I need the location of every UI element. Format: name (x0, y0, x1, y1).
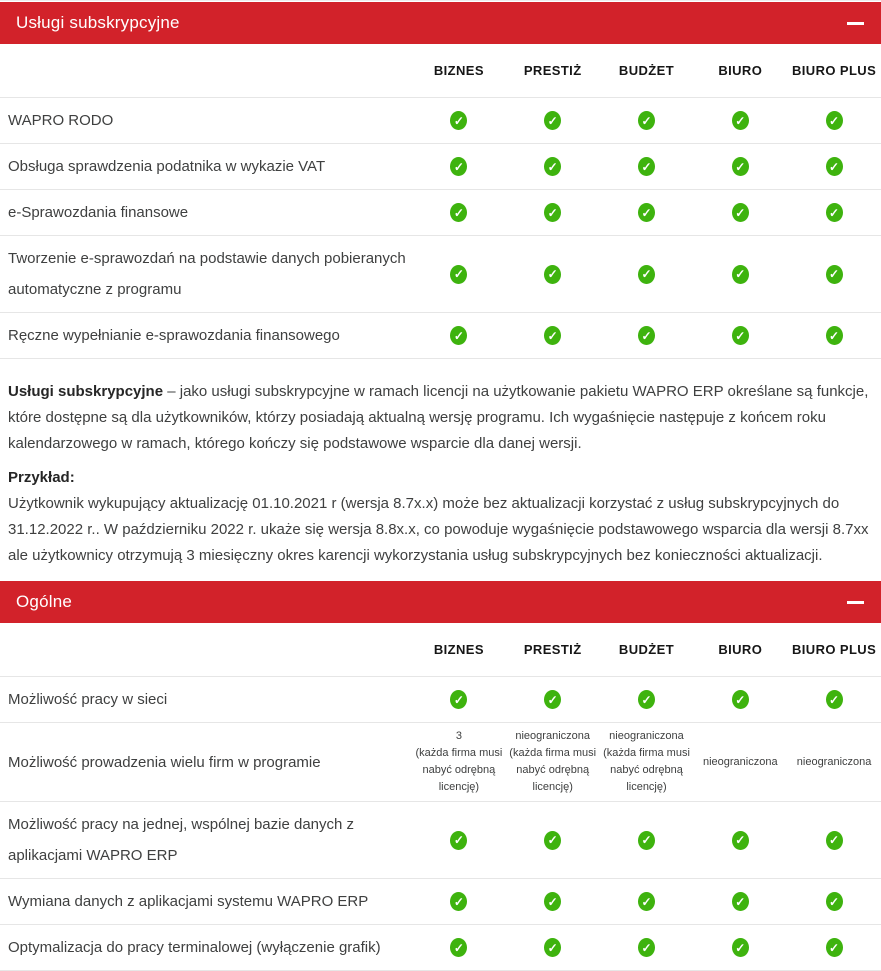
check-icon: ✓ (732, 111, 749, 130)
feature-values (412, 879, 881, 924)
value-cell (787, 190, 881, 235)
feature-label: Możliwość pracy na jednej, wspólnej bazie danych z aplikacjami WAPRO ERP (8, 816, 355, 864)
value-cell (693, 925, 787, 970)
value-cell (412, 190, 506, 235)
check-icon: ✓ (450, 326, 467, 345)
check-icon: ✓ (544, 831, 561, 850)
header-spacer (0, 643, 412, 657)
value-cell (506, 802, 600, 878)
cell-value-note: (każda firma musi nabyć odrębną licencję) (603, 747, 690, 793)
column-header-biuro: BIURO (718, 63, 763, 78)
subscription-services-section (0, 2, 881, 359)
feature-row (0, 879, 881, 925)
cell-value: nieograniczona (609, 730, 684, 742)
check-icon: ✓ (450, 157, 467, 176)
check-icon: ✓ (544, 203, 561, 222)
cell-value: nieograniczona (702, 755, 778, 768)
value-cell (412, 879, 506, 924)
value-cell (787, 925, 881, 970)
feature-label: WAPRO RODO (8, 112, 114, 129)
feature-row (0, 313, 881, 359)
check-icon: ✓ (826, 265, 843, 284)
value-cell (600, 190, 694, 235)
subscription-description (0, 359, 881, 581)
value-cell (506, 677, 600, 722)
value-cell (787, 802, 881, 878)
value-cell (506, 236, 600, 312)
value-cell (412, 723, 506, 801)
check-icon: ✓ (450, 892, 467, 911)
column-header-budzet: BUDŻET (618, 642, 675, 657)
value-cell (693, 236, 787, 312)
check-icon: ✓ (732, 938, 749, 957)
check-icon: ✓ (638, 892, 655, 911)
check-icon: ✓ (638, 203, 655, 222)
check-icon: ✓ (638, 938, 655, 957)
check-icon: ✓ (732, 203, 749, 222)
feature-values (412, 802, 881, 878)
value-cell (600, 723, 694, 801)
check-icon: ✓ (732, 326, 749, 345)
value-cell (600, 313, 694, 358)
value-cell (412, 313, 506, 358)
value-cell (600, 879, 694, 924)
value-cell (600, 98, 694, 143)
feature-row (0, 236, 881, 313)
value-cell (787, 677, 881, 722)
feature-label: Możliwość prowadzenia wielu firm w programie (8, 753, 321, 771)
check-icon: ✓ (638, 111, 655, 130)
check-icon: ✓ (544, 892, 561, 911)
column-headers (412, 44, 881, 97)
check-icon: ✓ (732, 157, 749, 176)
feature-values (412, 190, 881, 235)
example-paragraph: Użytkownik wykupujący aktualizację 01.10.2021 r (wersja 8.7x.x) może bez aktualizacji korzystać z usług subskrypcyjnych do 31.12.2022 r.. W październiku 2022 r. ukaże się wersja 8.8x.x, co powoduje wygaśnięcie podstawowego wsparcia dla wersji 8.7xx ale użytkownicy otrzymują 3 miesięczny okres karencji wykorzystania usług subskrypcyjnych bez konieczności aktualizacji. (8, 495, 869, 564)
value-cell (506, 925, 600, 970)
cell-value-note: (każda firma musi nabyć odrębną licencję) (509, 747, 597, 793)
check-icon: ✓ (450, 265, 467, 284)
check-icon: ✓ (826, 203, 843, 222)
column-headers (412, 623, 881, 676)
table-header-row (0, 623, 881, 677)
feature-values (412, 313, 881, 358)
feature-row (0, 677, 881, 723)
value-cell (693, 677, 787, 722)
check-icon: ✓ (450, 690, 467, 709)
check-icon: ✓ (732, 892, 749, 911)
check-icon: ✓ (826, 892, 843, 911)
check-icon: ✓ (638, 265, 655, 284)
feature-values (412, 925, 881, 970)
check-icon: ✓ (732, 690, 749, 709)
value-cell (412, 677, 506, 722)
feature-label: Obsługa sprawdzenia podatnika w wykazie VAT (8, 158, 326, 175)
value-cell (506, 144, 600, 189)
check-icon: ✓ (826, 111, 843, 130)
table-header-row (0, 44, 881, 98)
check-icon: ✓ (544, 111, 561, 130)
value-cell (787, 144, 881, 189)
value-cell (693, 190, 787, 235)
value-cell (600, 144, 694, 189)
feature-row (0, 723, 881, 802)
section-title: Usługi subskrypcyjne (16, 13, 180, 32)
check-icon: ✓ (450, 831, 467, 850)
collapse-minus-icon[interactable] (847, 601, 864, 604)
value-cell (787, 879, 881, 924)
general-table (0, 623, 881, 971)
value-cell (693, 98, 787, 143)
check-icon: ✓ (826, 326, 843, 345)
value-cell (693, 144, 787, 189)
value-cell (693, 802, 787, 878)
value-cell (506, 98, 600, 143)
feature-row (0, 925, 881, 971)
section-title: Ogólne (16, 592, 73, 611)
feature-row (0, 802, 881, 879)
cell-value: nieograniczona (515, 730, 590, 742)
check-icon: ✓ (732, 265, 749, 284)
check-icon: ✓ (732, 831, 749, 850)
section-header-subscription-services[interactable] (0, 2, 881, 44)
value-cell (412, 925, 506, 970)
column-header-biuro: BIURO (718, 642, 763, 657)
value-cell (506, 879, 600, 924)
check-icon: ✓ (544, 265, 561, 284)
subscription-services-table (0, 44, 881, 359)
value-cell (600, 925, 694, 970)
description-paragraph (8, 379, 871, 457)
feature-values (412, 677, 881, 722)
column-header-biuro-plus: BIURO PLUS (792, 63, 877, 78)
example-heading: Przykład: (8, 469, 75, 486)
value-cell (412, 144, 506, 189)
collapse-minus-icon[interactable] (847, 22, 864, 25)
value-cell (693, 879, 787, 924)
header-spacer (0, 64, 412, 78)
top-divider (0, 0, 881, 1)
value-cell (787, 723, 881, 801)
cell-value: 3 (455, 730, 462, 742)
value-cell (600, 802, 694, 878)
value-cell (506, 723, 600, 801)
feature-label: Optymalizacja do pracy terminalowej (wyłączenie grafik) (8, 939, 381, 956)
feature-label: Tworzenie e-sprawozdań na podstawie danych pobieranych automatyczne z programu (8, 250, 406, 298)
value-cell (600, 677, 694, 722)
check-icon: ✓ (544, 157, 561, 176)
value-cell (693, 313, 787, 358)
column-header-biznes: BIZNES (433, 63, 484, 78)
feature-label: Wymiana danych z aplikacjami systemu WAPRO ERP (8, 893, 369, 910)
value-cell (600, 236, 694, 312)
check-icon: ✓ (450, 111, 467, 130)
feature-label: Możliwość pracy w sieci (8, 691, 168, 708)
feature-values (412, 723, 881, 801)
value-cell (787, 313, 881, 358)
feature-values (412, 144, 881, 189)
value-cell (787, 236, 881, 312)
check-icon: ✓ (826, 938, 843, 957)
value-cell (506, 190, 600, 235)
value-cell (693, 723, 787, 801)
cell-value-note: (każda firma musi nabyć odrębną licencję) (415, 747, 503, 793)
feature-row (0, 144, 881, 190)
column-header-prestiz: PRESTIŻ (523, 642, 582, 657)
check-icon: ✓ (638, 831, 655, 850)
value-cell (506, 313, 600, 358)
column-header-prestiz: PRESTIŻ (523, 63, 582, 78)
value-cell (412, 802, 506, 878)
column-header-budzet: BUDŻET (618, 63, 675, 78)
check-icon: ✓ (826, 831, 843, 850)
feature-row (0, 190, 881, 236)
check-icon: ✓ (826, 157, 843, 176)
check-icon: ✓ (826, 690, 843, 709)
check-icon: ✓ (450, 938, 467, 957)
check-icon: ✓ (638, 326, 655, 345)
value-cell (412, 98, 506, 143)
value-cell (412, 236, 506, 312)
column-header-biuro-plus: BIURO PLUS (792, 642, 877, 657)
section-header-general[interactable] (0, 581, 881, 623)
check-icon: ✓ (638, 157, 655, 176)
check-icon: ✓ (638, 690, 655, 709)
feature-label: e-Sprawozdania finansowe (8, 204, 189, 221)
check-icon: ✓ (450, 203, 467, 222)
cell-value: nieograniczona (796, 755, 872, 768)
description-text: – jako usługi subskrypcyjne w ramach licencji na użytkowanie pakietu WAPRO ERP określane są funkcje, które dostępne są dla użytkowników, którzy posiadają aktualną wersję programu. Ich wygaśnięcie następuje z końcem roku kalendarzowego w ramach, którego kończy się podstawowe wsparcie dla danej wersji. (8, 383, 869, 452)
check-icon: ✓ (544, 326, 561, 345)
feature-values (412, 236, 881, 312)
feature-values (412, 98, 881, 143)
description-lead: Usługi subskrypcyjne (8, 383, 164, 400)
general-section (0, 581, 881, 971)
check-icon: ✓ (544, 938, 561, 957)
column-header-biznes: BIZNES (433, 642, 484, 657)
check-icon: ✓ (544, 690, 561, 709)
value-cell (787, 98, 881, 143)
feature-label: Ręczne wypełnianie e-sprawozdania finansowego (8, 327, 340, 344)
feature-row (0, 98, 881, 144)
